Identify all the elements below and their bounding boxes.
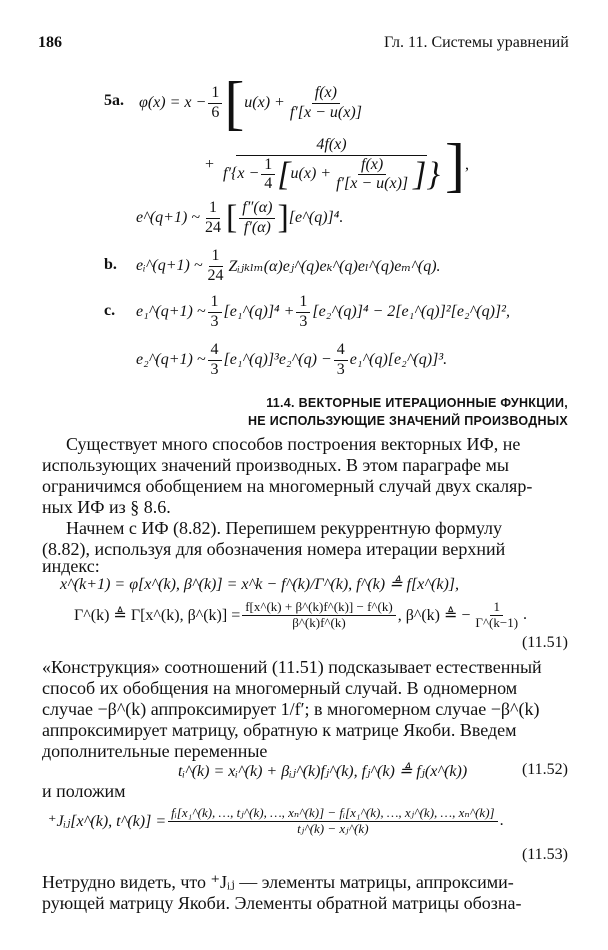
err-5a-num: 1 — [206, 199, 220, 218]
formula-5a-inner-frac-den: f′[x − u(x)] — [336, 175, 409, 193]
eq-11-53-end: . — [499, 812, 504, 829]
formula-5a-error — [136, 196, 343, 240]
chapter-title: Гл. 11. Системы уравнений — [384, 34, 569, 51]
formula-5a-coef-den: 6 — [211, 103, 220, 121]
formula-5a-inner-frac — [333, 156, 411, 194]
formula-c2 — [136, 338, 447, 382]
eq-number-11-51: (11.51) — [521, 634, 568, 651]
err-5a-frac — [239, 199, 275, 237]
formula-c1-den2: 3 — [299, 312, 308, 330]
inner-bracket-open: [ — [277, 155, 291, 193]
formula-c1-num1: 1 — [208, 293, 222, 312]
formula-5a-inner-frac-num: f(x) — [358, 156, 386, 175]
err-5a-lhs: e^(q+1) ~ — [136, 209, 200, 226]
section-title-line2: НЕ ИСПОЛЬЗУЮЩИЕ ЗНАЧЕНИЙ ПРОИЗВОДНЫХ — [247, 414, 568, 428]
formula-5a-frac1 — [287, 84, 365, 122]
formula-5a-u: u(x) + — [244, 94, 285, 111]
inner-bracket-close: ]} — [413, 155, 440, 193]
p2-line1: Начнем с ИФ (8.82). Перепишем рекуррентную формулу — [66, 518, 503, 538]
formula-b-rest: Zᵢⱼₖₗₘ(α)eⱼ^(q)eₖ^(q)eₗ^(q)eₘ^(q). — [228, 258, 441, 275]
eq-number-11-52: (11.52) — [521, 761, 568, 778]
eq-11-53 — [48, 798, 504, 844]
formula-b-num: 1 — [209, 247, 223, 266]
eq-11-51-end: . — [523, 606, 528, 623]
eq-number-11-53: (11.53) — [521, 846, 568, 863]
formula-b-den: 24 — [207, 266, 224, 284]
err-5a-rest: [e^(q)]⁴. — [288, 209, 344, 226]
label-c: c. — [104, 302, 116, 319]
formula-5a-inner-num: 1 — [261, 156, 275, 175]
formula-b — [136, 244, 441, 288]
eq-11-51-den2: Γ^(k−1) — [475, 614, 519, 630]
p3-line5: дополнительные переменные — [42, 741, 268, 761]
formula-c2-den1: 3 — [210, 360, 219, 378]
p5-line2: рующей матрицу Якоби. Элементы обратной матрицы обозна- — [42, 893, 522, 913]
formula-c2-coef1 — [208, 341, 222, 379]
bracket-open: [ — [224, 70, 245, 136]
formula-5a-plus: + — [205, 156, 215, 173]
p5-line1: Нетрудно видеть, что ⁺Jᵢⱼ — элементы матрицы, аппроксими- — [42, 872, 514, 892]
formula-c2-lhs: e₂^(q+1) ~ — [136, 351, 206, 368]
page-number: 186 — [38, 34, 62, 51]
formula-5a-inner-den: 4 — [264, 175, 273, 193]
err-bracket-close: ] — [277, 199, 289, 236]
formula-5a-frac1-num: f(x) — [312, 84, 340, 103]
p1-line4: ных ИФ из § 8.6. — [42, 497, 171, 517]
formula-5a-frac1-den: f′[x − u(x)] — [289, 103, 362, 121]
formula-b-coef — [205, 247, 227, 285]
formula-c2-num1: 4 — [208, 341, 222, 360]
formula-5a-coef — [208, 84, 222, 122]
eq-11-51-den: β^(k)f^(k) — [292, 614, 346, 630]
eq-11-51-frac2 — [472, 600, 521, 631]
p2-line3: индекс: — [42, 556, 100, 576]
p3-line3: случае −β^(k) аппроксимирует 1/f′; в многомерном случае −β^(k) — [42, 699, 540, 719]
section-title-line1: 11.4. ВЕКТОРНЫЕ ИТЕРАЦИОННЫЕ ФУНКЦИИ, — [266, 396, 568, 410]
formula-c1-rest: [e₂^(q)]⁴ − 2[e₁^(q)]²[e₂^(q)]², — [312, 303, 510, 320]
formula-5a-frac2-den-pre: f′{x − — [223, 165, 260, 183]
formula-5a-frac2-num: 4f(x) — [236, 136, 426, 155]
eq-11-51-num: f[x^(k) + β^(k)f^(k)] − f^(k) — [242, 600, 395, 616]
err-5a-den: 24 — [204, 218, 221, 236]
err-5a-f-num: f″(α) — [239, 199, 275, 218]
formula-c1-coef1 — [208, 293, 222, 331]
eq-11-53-lhs: ⁺Jᵢⱼ[x^(k), t^(k)] = — [48, 813, 167, 830]
formula-c1-coef2 — [296, 293, 310, 331]
formula-c2-num2: 4 — [334, 341, 348, 360]
err-bracket-open: [ — [225, 199, 238, 236]
formula-5a-frac2-den — [220, 156, 443, 194]
eq-11-51-lhs: Γ^(k) ≜ Γ[x^(k), β^(k)] = — [74, 607, 241, 624]
bracket-close: ] — [444, 132, 465, 198]
p3-line4: аппроксимирует матрицу, обратную к матрице Якоби. Введем — [42, 720, 517, 740]
eq-11-51-frac — [242, 600, 395, 631]
eq-11-51-line2 — [74, 594, 527, 636]
formula-5a-lhs: φ(x) = x − — [139, 94, 207, 111]
eq-11-51-num2: 1 — [490, 600, 503, 616]
formula-c1-num2: 1 — [296, 293, 310, 312]
eq-11-53-frac — [168, 806, 497, 837]
p3-line1: «Конструкция» соотношений (11.51) подсказывает естественный — [42, 657, 542, 677]
formula-5a-frac2 — [220, 136, 443, 193]
formula-c1-lhs: e₁^(q+1) ~ — [136, 303, 206, 320]
p1-line2: использующих значений производных. В этом параграфе мы — [42, 455, 509, 475]
label-b: b. — [104, 256, 117, 273]
err-5a-coef — [202, 199, 224, 237]
eq-11-53-num: fᵢ[x₁^(k), …, tⱼ^(k), …, xₙ^(k)] − fᵢ[x₁^(k), …, xⱼ^(k), …, xₙ^(k)] — [168, 806, 497, 822]
formula-c1-mid: [e₁^(q)]⁴ + — [223, 303, 295, 320]
formula-5a-line1 — [139, 70, 367, 136]
formula-c2-mid: [e₁^(q)]³e₂^(q) − — [223, 351, 332, 368]
p2-line2: (8.82), используя для обозначения номера итерации верхний — [42, 539, 506, 559]
formula-5a-inner-u: u(x) + — [290, 165, 332, 183]
formula-5a-inner-coef — [261, 156, 275, 194]
formula-c2-coef2 — [334, 341, 348, 379]
eq-11-51-line1: x^(k+1) = φ[x^(k), β^(k)] = x^k − f^(k)/Γ^(k), f^(k) ≜ f[x^(k)], — [60, 576, 460, 593]
eq-11-52: tᵢ^(k) = xᵢ^(k) + βᵢⱼ^(k)fⱼ^(k), fⱼ^(k) ≜ fⱼ(x^(k)) — [178, 763, 468, 780]
formula-c2-rest: e₁^(q)[e₂^(q)]³. — [349, 351, 448, 368]
p1-line1: Существует много способов построения векторных ИФ, не — [66, 434, 521, 454]
formula-c1-den1: 3 — [210, 312, 219, 330]
formula-5a-line2 — [205, 130, 469, 200]
label-5a: 5a. — [104, 92, 124, 109]
p1-line3: ограничимся обобщением на многомерный случай двух скаляр- — [42, 476, 533, 496]
formula-c2-den2: 3 — [336, 360, 345, 378]
err-5a-f-den: f′(α) — [243, 218, 271, 236]
p3-line2: способ их обобщения на многомерный случай. В одномерном — [42, 678, 518, 698]
eq-11-51-mid: , β^(k) ≜ − — [397, 607, 471, 624]
formula-5a-end: , — [464, 156, 469, 173]
formula-b-lhs: eᵢ^(q+1) ~ — [136, 257, 203, 274]
eq-11-53-den: tⱼ^(k) − xⱼ^(k) — [297, 820, 369, 836]
formula-5a-coef-num: 1 — [208, 84, 222, 103]
formula-c1 — [136, 290, 510, 334]
p4-text: и положим — [42, 781, 126, 801]
